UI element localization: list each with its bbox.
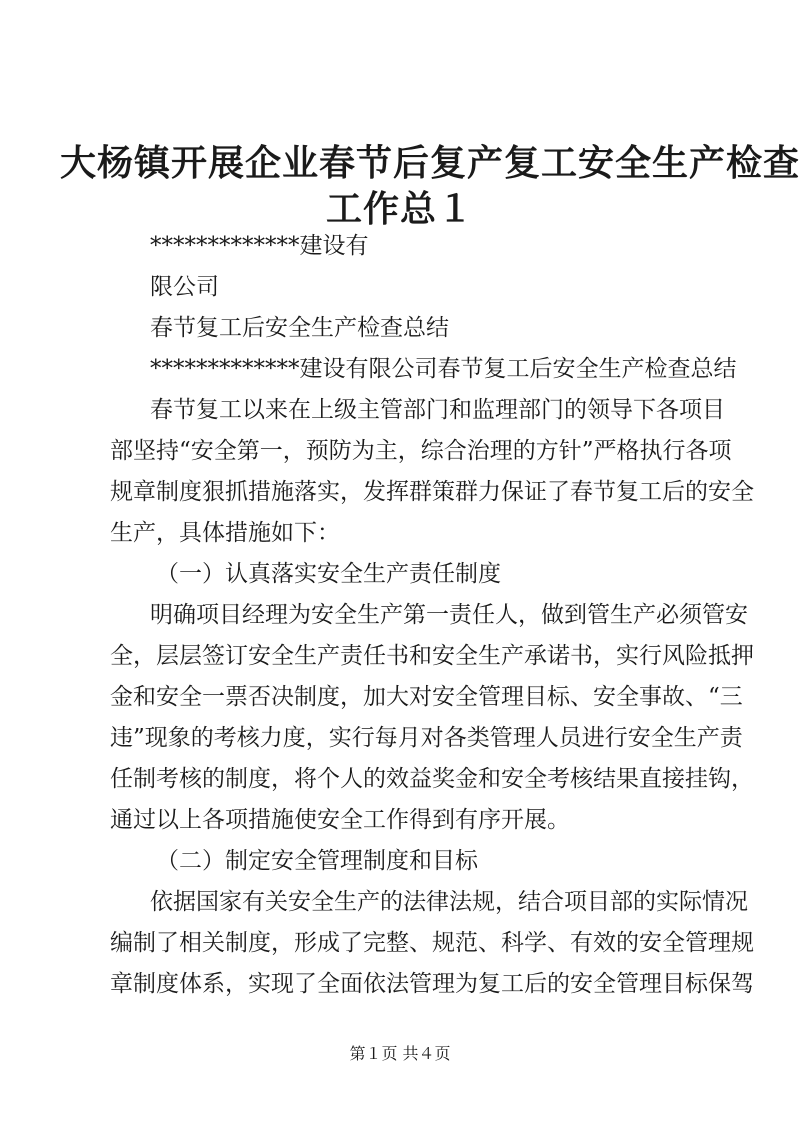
- intro-line: 春节复工以来在上级主管部门和监理部门的领导下各项目: [150, 397, 725, 423]
- intro-line: 部坚持“安全第一，预防为主，综合治理的方针”严格执行各项: [110, 438, 732, 464]
- document-title-line-2: 工作总１: [325, 188, 474, 230]
- header-line-2: 限公司: [150, 274, 219, 300]
- section-1-body-line: 金和安全一票否决制度，加大对安全管理目标、安全事故、“三: [110, 684, 743, 710]
- section-2-body-line: 依据国家有关安全生产的法律法规，结合项目部的实际情况: [150, 889, 748, 915]
- intro-line: 生产，具体措施如下：: [110, 520, 340, 546]
- section-1-body-line: 任制考核的制度，将个人的效益奖金和安全考核结果直接挂钩，: [110, 766, 754, 792]
- section-1-heading: （一）认真落实安全生产责任制度: [156, 561, 501, 587]
- section-1-body-line: 全，层层签订安全生产责任书和安全生产承诺书，实行风险抵押: [110, 643, 754, 669]
- company-summary-title: *************建设有限公司春节复工后安全生产检查总结: [150, 356, 737, 382]
- section-1-body-line: 明确项目经理为安全生产第一责任人，做到管生产必须管安: [150, 602, 748, 628]
- intro-line: 规章制度狠抓措施落实，发挥群策群力保证了春节复工后的安全: [110, 479, 754, 505]
- section-2-body-line: 编制了相关制度，形成了完整、规范、科学、有效的安全管理规: [110, 930, 754, 956]
- header-line-1: *************建设有: [150, 233, 369, 259]
- section-2-body-line: 章制度体系，实现了全面依法管理为复工后的安全管理目标保驾: [110, 971, 754, 997]
- summary-subtitle: 春节复工后安全生产检查总结: [150, 315, 449, 341]
- document-title-line-1: 大杨镇开展企业春节后复产复工安全生产检查: [60, 142, 800, 184]
- section-1-body-line: 违”现象的考核力度，实行每月对各类管理人员进行安全生产责: [110, 725, 743, 751]
- section-2-heading: （二）制定安全管理制度和目标: [156, 848, 478, 874]
- page-footer: 第１页 共４页: [349, 1044, 451, 1063]
- section-1-body-line: 通过以上各项措施使安全工作得到有序开展。: [110, 807, 570, 833]
